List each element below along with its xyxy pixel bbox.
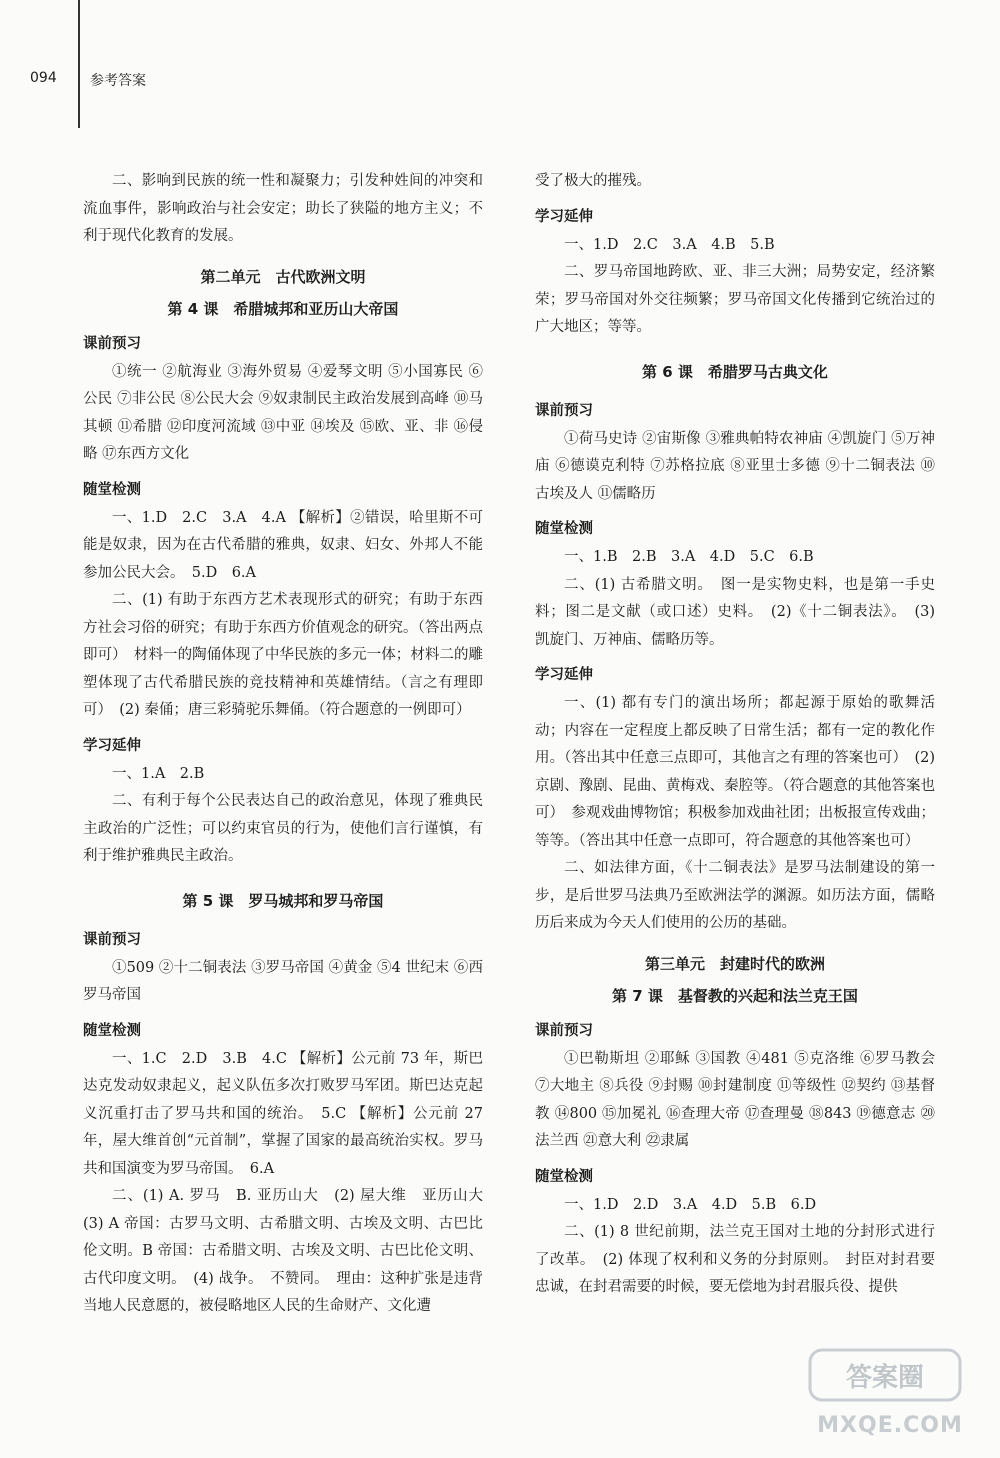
lesson-4-preview-answers: ①统一 ②航海业 ③海外贸易 ④爱琴文明 ⑤小国寡民 ⑥公民 ⑦非公民 ⑧公民大会 ⑨奴隶制民主政治发展到高峰 ⑩马其顿 ⑪希腊 ⑫印度河流域 ⑬中亚 ⑭埃及 ⑮欧、亚、非 ⑯侵略 ⑰东西方文化 xyxy=(83,363,483,462)
lesson-5-check-part-2: 二、(1) A. 罗马 B. 亚历山大 (2) 屋大维 亚历山大 (3) A 帝国：古罗马文明、古希腊文明、古埃及文明、古巴比伦文明。B 帝国：古希腊文明、古埃及文明、古巴比伦文明、古代印度文明。 (4) 战争。 不赞同。 理由：这种扩张是违背当地人民意愿的，被侵略地区人民的生命财产、文化遭 xyxy=(83,1188,498,1314)
lesson-5-extend-part-2: 二、罗马帝国地跨欧、亚、非三大洲；局势安定，经济繁荣；罗马帝国对外交往频繁；罗马帝国文化传播到它统治过的广大地区；等等。 xyxy=(535,264,935,335)
lesson-6-preview-answers: ①荷马史诗 ②宙斯像 ③雅典帕特农神庙 ④凯旋门 ⑤万神庙 ⑥德谟克利特 ⑦苏格拉底 ⑧亚里士多德 ⑨十二铜表法 ⑩古埃及人 ⑪儒略历 xyxy=(535,430,935,502)
page-header xyxy=(0,0,1000,130)
lesson-6-check-part-2: 二、(1) 古希腊文明。 图一是实物史料，也是第一手史料；图二是文献（或口述）史料。 (2)《十二铜表法》。 (3) 凯旋门、万神庙、儒略历等。 xyxy=(535,576,935,648)
unit-2-title: 第二单元 古代欧洲文明 xyxy=(200,267,366,286)
lesson-6-preview-label: 课前预习 xyxy=(535,402,593,419)
lesson-5-preview-label: 课前预习 xyxy=(83,931,141,948)
lesson-6-extend-part-2: 二、如法律方面，《十二铜表法》是罗马法制建设的第一步，是后世罗马法典乃至欧洲法学的渊源。如历法方面，儒略历后来成为今天人们使用的公历的基础。 xyxy=(535,860,935,931)
lesson-4-extend-part-1: 一、1.A 2.B xyxy=(112,765,205,782)
watermark-site-text: MXQE.COM xyxy=(817,1413,963,1438)
lesson-5-preview-answers: ①509 ②十二铜表法 ③罗马帝国 ④黄金 ⑤4 世纪末 ⑥西罗马帝国 xyxy=(83,959,483,1003)
lesson-7-check-part-1: 一、1.D 2.D 3.A 4.D 5.B 6.D xyxy=(564,1196,817,1213)
lesson-7-check-part-2: 二、(1) 8 世纪前期，法兰克王国对土地的分封形式进行了改革。 (2) 体现了权利和义务的分封原则。 封臣对封君要忠诚，在封君需要的时候，要无偿地为封君服兵役、提供 xyxy=(535,1224,935,1295)
lesson-7-title: 第 7 课 基督教的兴起和法兰克王国 xyxy=(612,986,858,1005)
page-number: 094 xyxy=(30,70,57,86)
lesson-4-extend-label: 学习延伸 xyxy=(83,737,141,754)
lesson-4-extend-part-2: 二、有利于每个公民表达自己的政治意见，体现了雅典民主政治的广泛性；可以约束官员的行为，使他们言行谨慎，有利于维护雅典民主政治。 xyxy=(83,793,483,864)
lesson-4-title: 第 4 课 希腊城邦和亚历山大帝国 xyxy=(167,299,399,318)
left-column xyxy=(83,168,498,1321)
lesson-6-extend-part-1: 一、(1) 都有专门的演出场所；都起源于原始的歌舞活动；内容在一定程度上都反映了日常生活；都有一定的教化作用。（答出其中任意三点即可，其他言之有理的答案也可） (2) 京剧、豫剧、昆曲、黄梅戏、秦腔等。（符合题意的其他答案也可） 参观戏曲博物馆；积极参加戏曲社团；出板报宣传戏曲；等等。（答出其中任意一点即可，符合题意的其他答案也可） xyxy=(535,695,935,849)
lesson-6-extend-label: 学习延伸 xyxy=(535,667,593,683)
right-column xyxy=(535,168,935,1302)
lesson-5-check-part-1: 一、1.C 2.D 3.B 4.C 【解析】公元前 73 年，斯巴达克发动奴隶起义，起义队伍多次打败罗马军团。斯巴达克起义沉重打击了罗马共和国的统治。 5.C 【解析】公元前 27 年，屋大维首创“元首制”，掌握了国家的最高统治实权。罗马共和国演变为罗马帝国。 6.A xyxy=(83,1050,483,1177)
site-watermark-logo xyxy=(800,1344,980,1444)
watermark-logo-text: 答案圈 xyxy=(845,1363,925,1393)
lesson-7-preview-label: 课前预习 xyxy=(535,1022,593,1039)
lesson-5-extend-part-1: 一、1.D 2.C 3.A 4.B 5.B xyxy=(564,236,775,253)
continued-text: 受了极大的摧残。 xyxy=(535,173,651,189)
lesson-7-check-label: 随堂检测 xyxy=(535,1168,593,1185)
intro-answer: 二、影响到民族的统一性和凝聚力；引发种姓间的冲突和流血事件，影响政治与社会安定；助长了狭隘的地方主义；不利于现代化教育的发展。 xyxy=(83,173,483,244)
unit-3-title: 第三单元 封建时代的欧洲 xyxy=(644,954,825,973)
lesson-6-check-label: 随堂检测 xyxy=(535,521,593,537)
lesson-4-check-part-2: 二、(1) 有助于东西方艺术表现形式的研究；有助于东西方社会习俗的研究；有助于东西方价值观念的研究。（答出两点即可） 材料一的陶俑体现了中华民族的多元一体；材料二的雕塑体现了古代希腊民族的竞技精神和英雄情结。（言之有理即可） (2) 秦俑；唐三彩骑驼乐舞俑。（符合题意的一例即可） xyxy=(83,592,483,718)
lesson-7-preview-answers: ①巴勒斯坦 ②耶稣 ③国教 ④481 ⑤克洛维 ⑥罗马教会 ⑦大地主 ⑧兵役 ⑨封赐 ⑩封建制度 ⑪等级性 ⑫契约 ⑬基督教 ⑭800 ⑮加冕礼 ⑯查理大帝 ⑰查理曼 ⑱843 ⑲德意志 ⑳法兰西 ㉑意大利 ㉒隶属 xyxy=(535,1050,935,1149)
lesson-6-check-part-1: 一、1.B 2.B 3.A 4.D 5.C 6.B xyxy=(564,549,814,565)
lesson-4-check-label: 随堂检测 xyxy=(83,481,141,498)
lesson-4-check-part-1: 一、1.D 2.C 3.A 4.A 【解析】②错误，哈里斯不可能是奴隶，因为在古代希腊的雅典，奴隶、妇女、外邦人不能参加公民大会。 5.D 6.A xyxy=(83,509,483,581)
lesson-6-title: 第 6 课 希腊罗马古典文化 xyxy=(642,362,828,381)
lesson-4-preview-label: 课前预习 xyxy=(83,335,141,352)
lesson-5-extend-label: 学习延伸 xyxy=(535,208,593,225)
section-title: 参考答案 xyxy=(90,73,146,89)
lesson-5-title: 第 5 课 罗马城邦和罗马帝国 xyxy=(182,891,384,910)
header-divider xyxy=(78,0,80,128)
lesson-5-check-label: 随堂检测 xyxy=(83,1022,141,1039)
